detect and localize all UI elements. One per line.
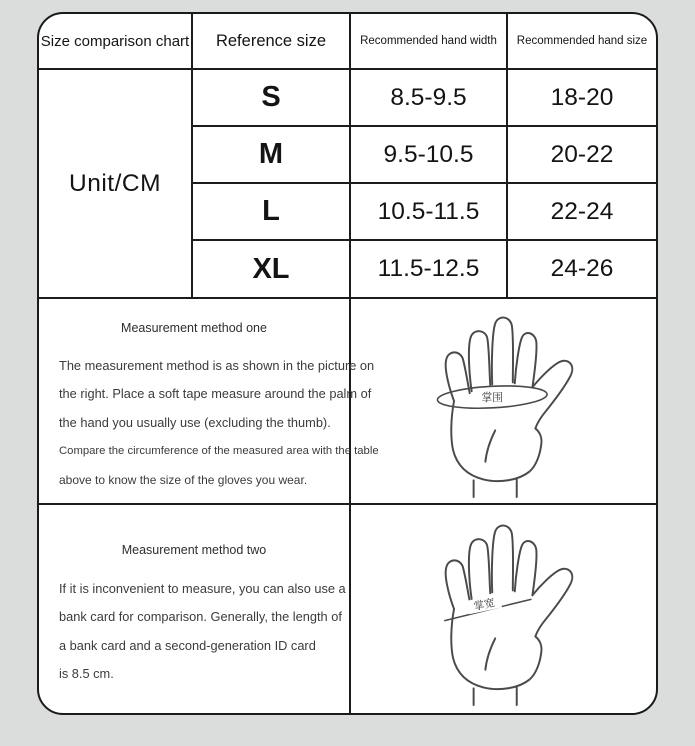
method-one-line: Compare the circumference of the measured area with the table — [59, 445, 379, 458]
header-size-comparison-chart: Size comparison chart — [39, 14, 193, 70]
size-xl-label: XL — [193, 241, 351, 299]
size-m-label: M — [193, 127, 351, 184]
header-reference-size: Reference size — [193, 14, 351, 70]
header-recommended-hand-width: Recommended hand width — [351, 14, 508, 70]
method-one-line: the right. Place a soft tape measure around the palm of — [59, 386, 372, 402]
size-l-label: L — [193, 184, 351, 241]
size-xl-hand-size: 24-26 — [508, 241, 656, 299]
size-m-hand-size: 20-22 — [508, 127, 656, 184]
palm-width-label: 掌宽 — [472, 596, 496, 614]
method-one-illustration-cell — [351, 299, 656, 505]
size-s-label: S — [193, 70, 351, 127]
hand-palm-circumference-illustration — [428, 303, 580, 499]
size-l-hand-size: 22-24 — [508, 184, 656, 241]
measurement-method-two-section — [39, 505, 351, 713]
method-two-line: a bank card and a second-generation ID card — [59, 637, 316, 653]
palm-circumference-label: 掌围 — [480, 392, 503, 404]
header-recommended-hand-size: Recommended hand size — [508, 14, 656, 70]
size-comparison-table — [37, 12, 658, 715]
size-m-hand-width: 9.5-10.5 — [351, 127, 508, 184]
method-two-line: If it is inconvenient to measure, you can also use a — [59, 581, 346, 596]
method-two-title: Measurement method two — [121, 543, 267, 557]
unit-cm-label: Unit/CM — [39, 70, 193, 299]
size-l-hand-width: 10.5-11.5 — [351, 184, 508, 241]
method-two-illustration-cell — [351, 505, 656, 713]
hand-palm-width-illustration — [428, 511, 580, 707]
method-one-line: the hand you usually use (excluding the thumb). — [59, 414, 331, 430]
size-s-hand-size: 18-20 — [508, 70, 656, 127]
method-one-line: above to know the size of the gloves you wear. — [59, 472, 308, 487]
method-two-body — [39, 575, 349, 689]
method-one-line: The measurement method is as shown in the picture on — [59, 358, 375, 373]
size-s-hand-width: 8.5-9.5 — [351, 70, 508, 127]
method-one-title: Measurement method one — [121, 321, 267, 335]
method-two-line: bank card for comparison. Generally, the length of — [59, 609, 342, 625]
measurement-method-one-section — [39, 299, 379, 505]
method-one-body — [39, 352, 379, 494]
method-two-line: is 8.5 cm. — [59, 666, 114, 682]
size-xl-hand-width: 11.5-12.5 — [351, 241, 508, 299]
